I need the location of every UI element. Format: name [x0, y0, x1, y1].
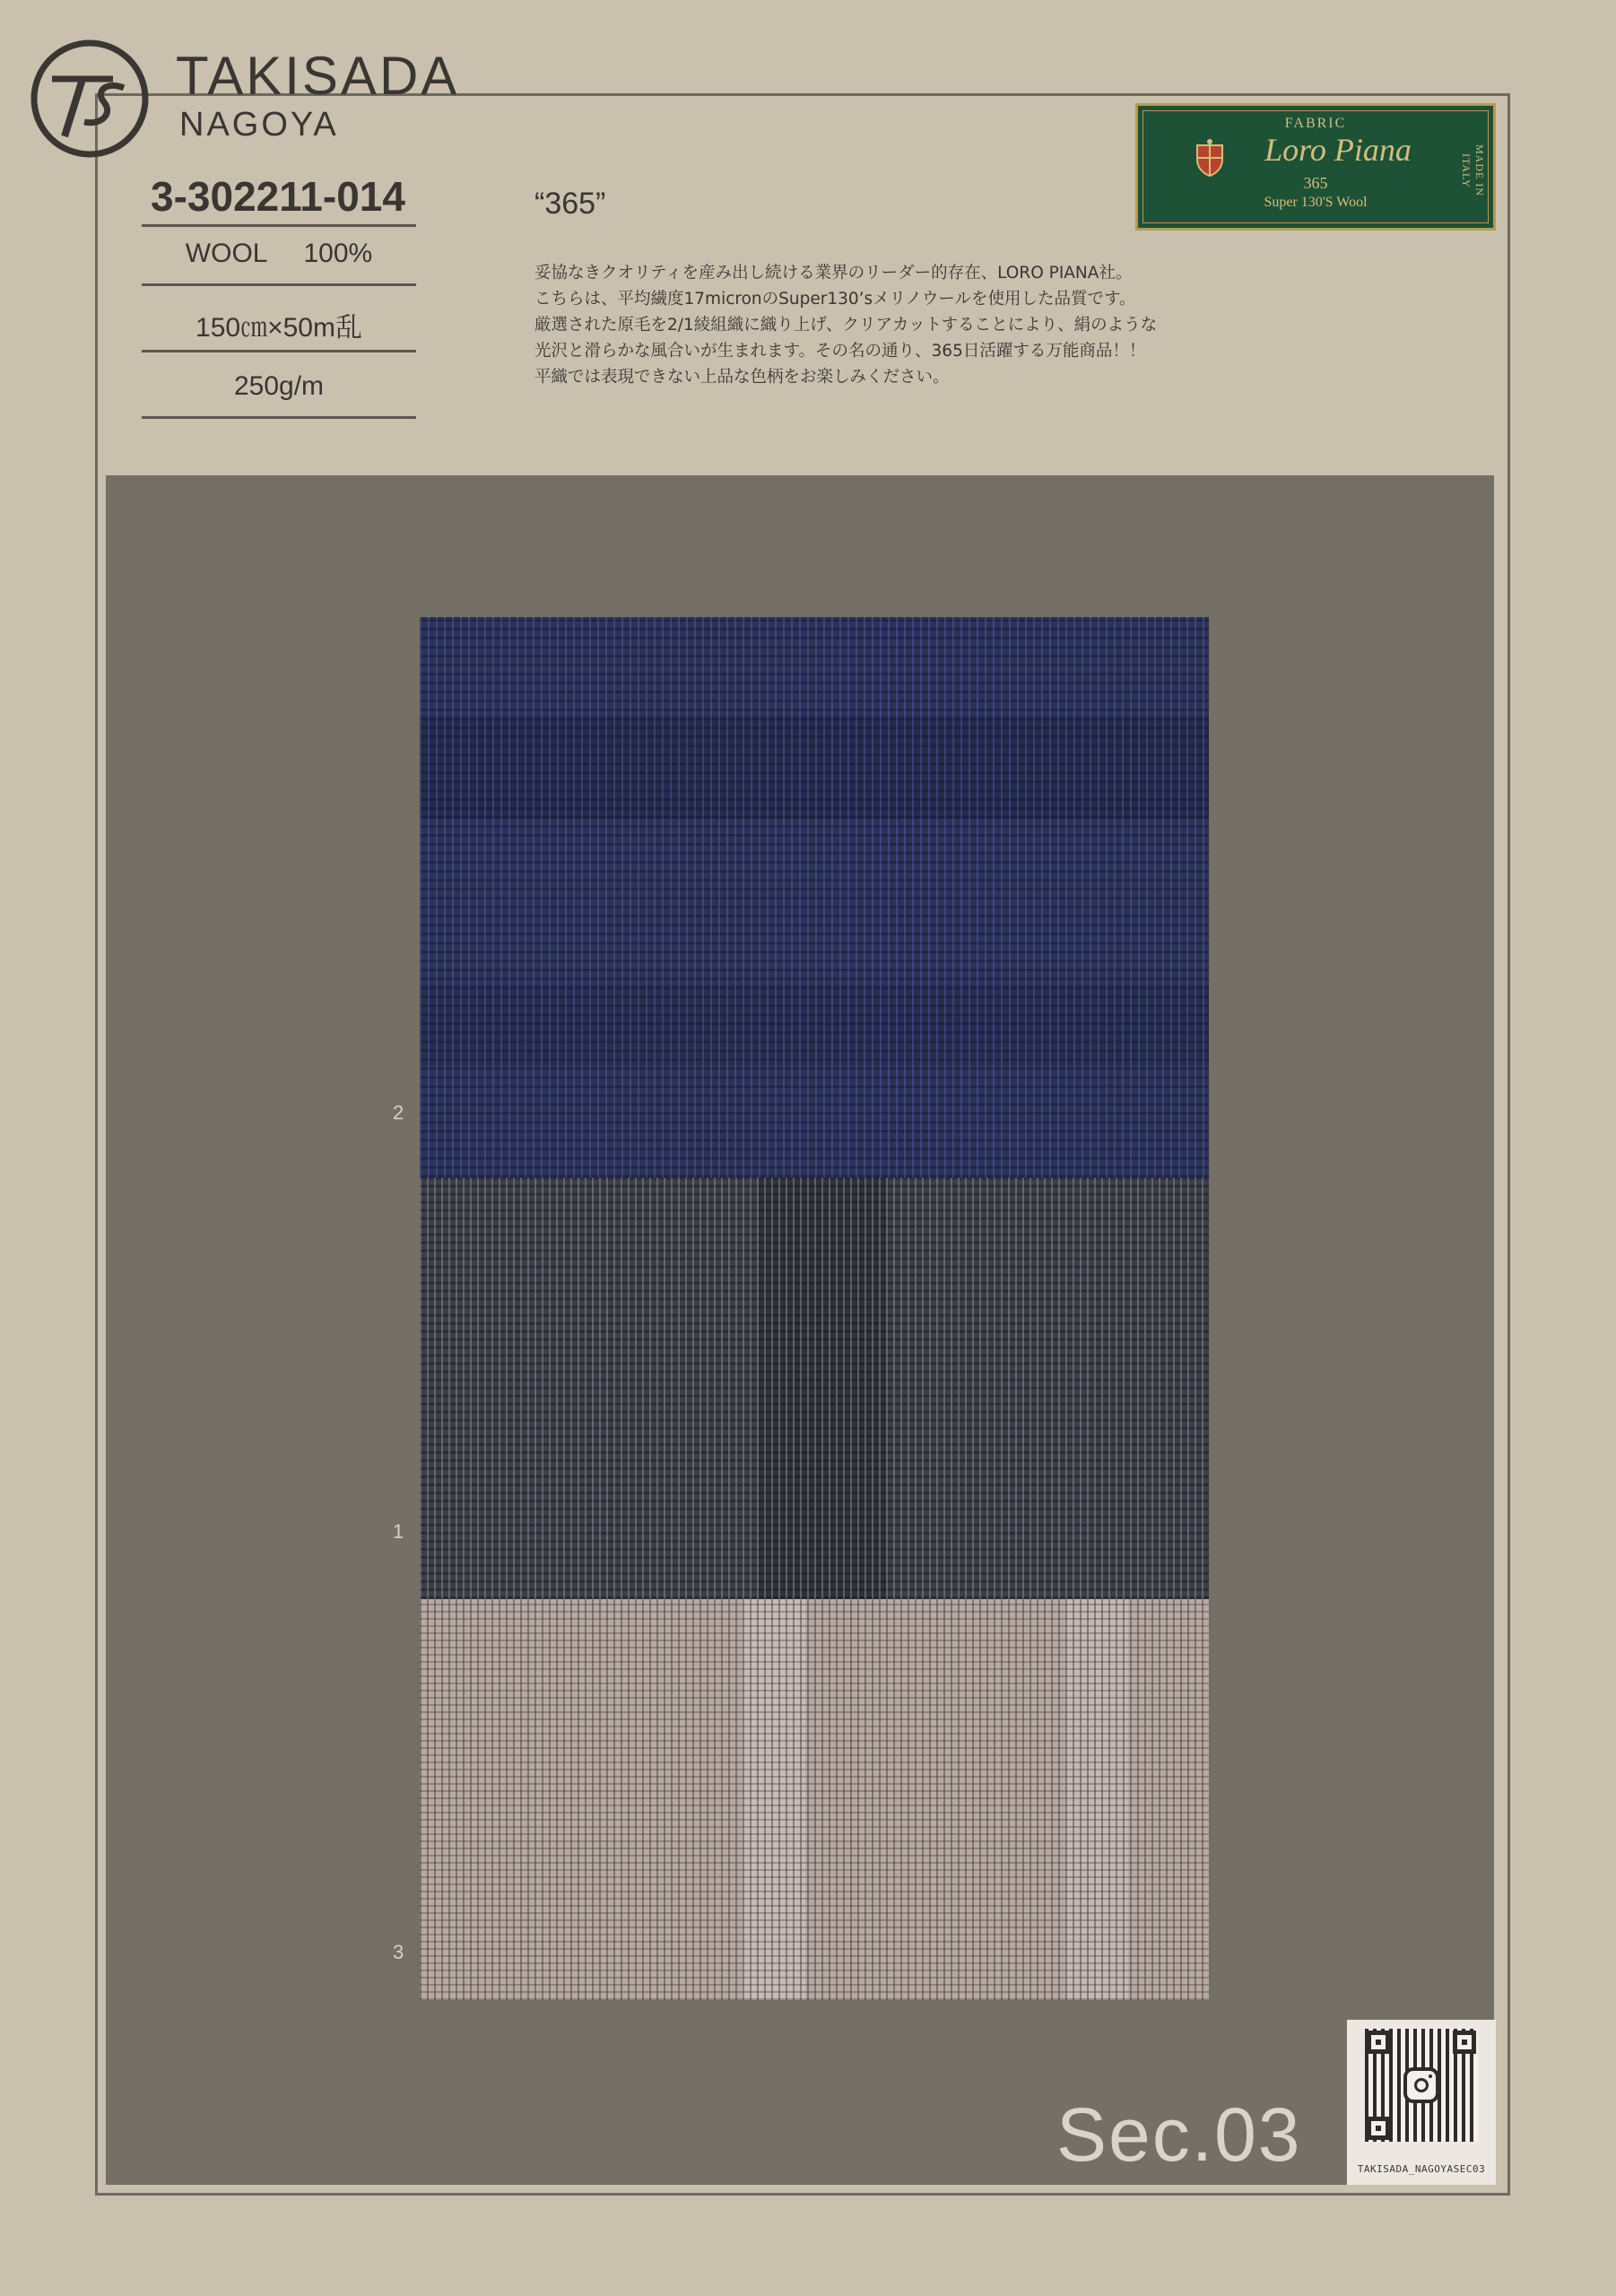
product-description: [534, 260, 1252, 390]
description-line: こちらは、平均繊度17micronのSuper130’sメリノウールを使用した品質です。: [534, 290, 1136, 309]
ts-monogram-icon: [27, 36, 152, 161]
qr-finder: [1367, 2117, 1390, 2140]
qr-card: [1347, 2020, 1496, 2185]
product-code: 3-302211-014: [151, 173, 405, 220]
divider: [142, 350, 416, 352]
composition-percent: 100%: [303, 239, 373, 268]
section-label: Sec.03: [1056, 2092, 1302, 2177]
brand-city: NAGOYA: [179, 106, 339, 144]
label-fabric: FABRIC: [1284, 116, 1347, 131]
divider: [142, 224, 416, 227]
fabric-swatch-charcoal: [420, 1178, 1209, 1599]
qr-code[interactable]: [1365, 2029, 1478, 2142]
dimensions: 150㎝×50m乱: [195, 313, 362, 343]
product-name: “365”: [534, 187, 606, 221]
swatch-number: 1: [393, 1520, 404, 1543]
divider: [142, 416, 416, 419]
composition-material: WOOL: [185, 239, 268, 268]
weight: 250g/m: [233, 371, 325, 401]
description-line: 平織では表現できない上品な色柄をお楽しみください。: [534, 368, 950, 387]
label-number: 365: [1303, 174, 1328, 192]
loro-piana-label: [1135, 103, 1496, 230]
composition: [142, 239, 416, 269]
qr-finder: [1453, 2031, 1476, 2054]
brand-name: TAKISADA: [176, 46, 460, 106]
qr-finder: [1367, 2031, 1390, 2054]
instagram-icon: [1403, 2067, 1439, 2103]
swatch-number: 3: [393, 1941, 404, 1963]
qr-caption: TAKISADA_NAGOYASEC03: [1357, 2163, 1486, 2175]
label-brand: Loro Piana: [1264, 132, 1412, 168]
fabric-swatch-light: [420, 1599, 1209, 2000]
swatch-number: 2: [393, 1101, 404, 1124]
description-line: 厳選された原毛を2/1綾組織に織り上げ、クリアカットすることにより、絹のような: [534, 316, 1158, 335]
divider: [142, 283, 416, 286]
description-line: 光沢と滑らかな風合いが生まれます。その名の通り、365日活躍する万能商品！！: [534, 342, 1146, 361]
description-line: 妥協なきクオリティを産み出し続ける業界のリーダー的存在、LORO PIANA社。: [534, 264, 1133, 283]
label-quality: Super 130'S Wool: [1264, 195, 1368, 210]
label-origin: MADE IN ITALY: [1460, 144, 1486, 196]
fabric-swatch-navy: [420, 617, 1209, 1178]
